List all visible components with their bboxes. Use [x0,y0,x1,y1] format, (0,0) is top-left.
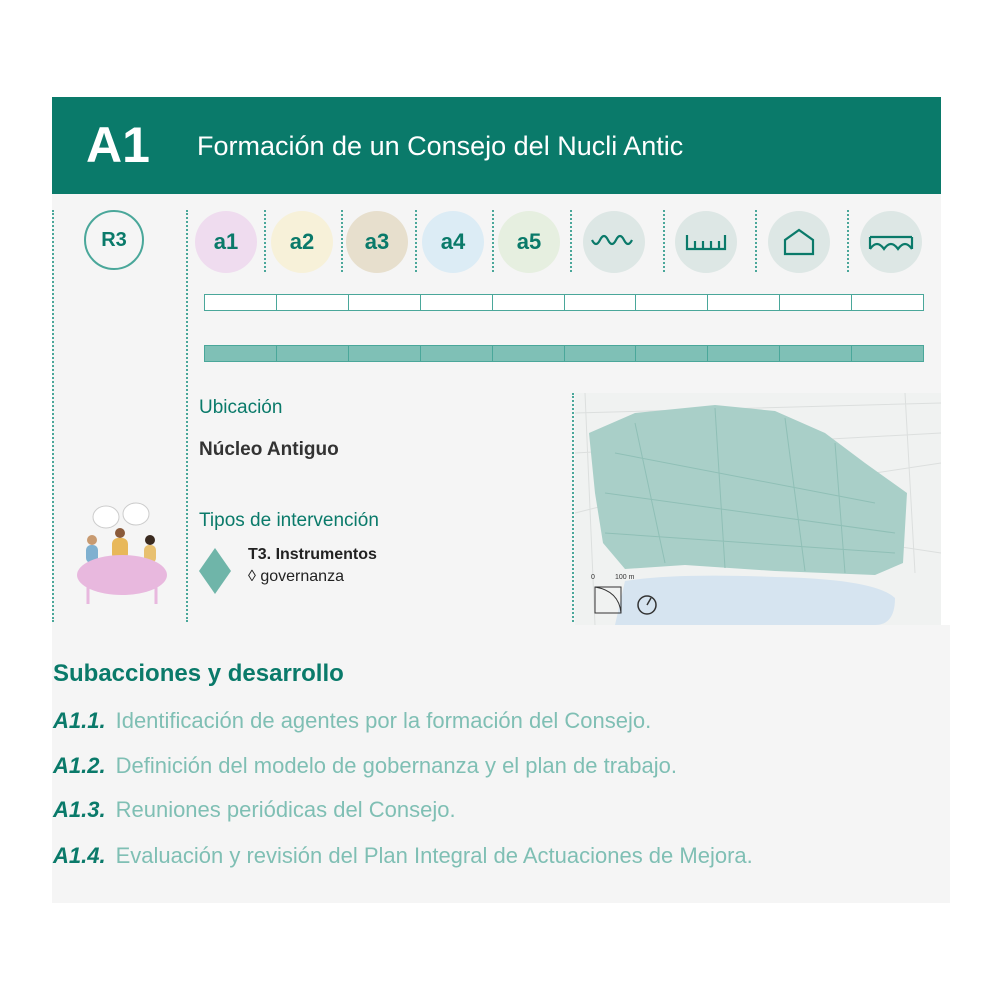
map-scale-end: 100 m [615,574,635,581]
subaction-item [53,708,651,734]
timeline-segment [635,345,708,362]
timeline-segment [564,294,637,311]
subaction-number: A1.1. [53,708,106,733]
reto-badge: R3 [84,210,144,270]
intervention-type-sub: ◊ governanza [248,568,344,585]
location-label: Ubicación [199,397,283,418]
category-a1 [195,211,257,273]
subaction-text: Identificación de agentes por la formación del Consejo. [115,708,652,733]
timeline-segment [492,345,565,362]
timeline-segment [204,294,277,311]
timeline-segment [348,345,421,362]
timeline-segment [635,294,708,311]
timeline-segment [420,345,493,362]
category-divider [847,210,849,272]
column-divider [186,210,188,622]
action-title: Formación de un Consejo del Nucli Antic [197,131,684,161]
meeting-illustration [72,500,172,610]
subaction-number: A1.2. [53,753,106,778]
category-divider [492,210,494,272]
subaction-number: A1.4. [53,843,106,868]
timeline-segment [564,345,637,362]
timeline-segment [707,345,780,362]
subaction-text: Definición del modelo de gobernanza y el plan de trabajo. [115,753,677,778]
house-icon [768,211,830,273]
timeline-segment [492,294,565,311]
timeline-segment [851,345,924,362]
timeline-segment [779,294,852,311]
bridge-icon [860,211,922,273]
timeline-segment [779,345,852,362]
category-divider [415,210,417,272]
action-header [52,97,941,194]
timeline-bar-empty [205,294,924,311]
subaction-item [53,753,677,779]
subactions-heading: Subacciones y desarrollo [53,660,344,687]
action-code: A1 [86,117,150,173]
subaction-text: Reuniones periódicas del Consejo. [115,797,456,822]
category-divider [755,210,757,272]
subaction-text: Evaluación y revisión del Plan Integral de Actuaciones de Mejora. [115,843,753,868]
map-scale-start: 0 [591,574,595,581]
timeline-segment [204,345,277,362]
category-divider [341,210,343,272]
subaction-item [53,843,753,869]
category-label: a3 [364,229,390,254]
category-a3 [346,211,408,273]
category-a5 [498,211,560,273]
wave-icon [583,211,645,273]
category-divider [663,210,665,272]
subaction-item [53,797,456,823]
category-divider [570,210,572,272]
intervention-label: Tipos de intervención [199,510,379,531]
category-label: a1 [213,229,239,254]
intervention-type-title: T3. Instrumentos [248,546,377,563]
timeline-segment [707,294,780,311]
category-a4 [422,211,484,273]
timeline-segment [420,294,493,311]
timeline-segment [851,294,924,311]
timeline-bar-filled [205,345,924,362]
category-a2 [271,211,333,273]
category-label: a5 [516,229,542,254]
wall-icon [675,211,737,273]
category-divider [264,210,266,272]
map-divider [572,393,574,622]
timeline-segment [348,294,421,311]
left-border [52,210,54,622]
location-value: Núcleo Antiguo [199,439,339,460]
category-label: a2 [289,229,315,254]
diamond-icon [199,548,231,594]
category-label: a4 [440,229,466,254]
timeline-segment [276,345,349,362]
timeline-segment [276,294,349,311]
subaction-number: A1.3. [53,797,106,822]
location-map [575,393,941,625]
